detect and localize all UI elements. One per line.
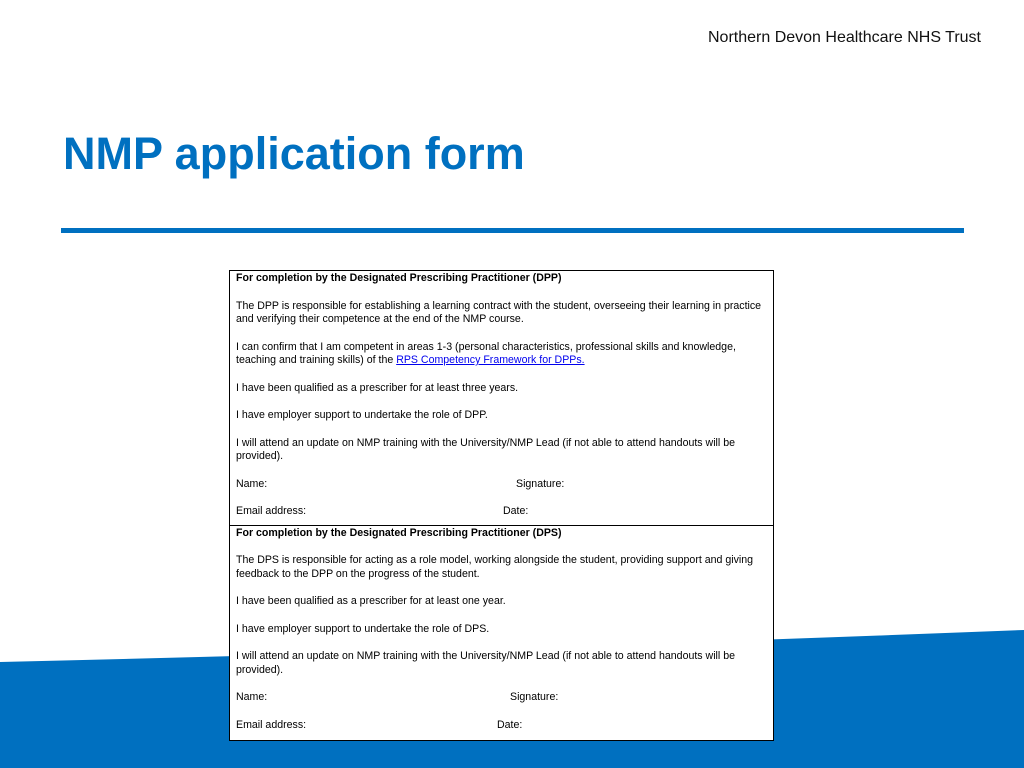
dps-email-field[interactable]: Email address: [236, 718, 307, 731]
dps-signature-field[interactable]: Signature: [510, 691, 559, 703]
dpp-section [230, 271, 773, 525]
dps-name-signature-row [236, 691, 767, 705]
dpp-section-heading: For completion by the Designated Prescribing Practitioner (DPP) [236, 272, 562, 284]
dpp-email-field[interactable]: Email address: [236, 505, 307, 517]
dpp-competence-text: I can confirm that I am competent in areas 1-3 (personal characteristics, professional skills and knowledge, teaching and training skills) of the [236, 340, 736, 366]
dps-section-heading: For completion by the Designated Prescribing Practitioner (DPS) [236, 526, 562, 539]
dps-email-date-row [236, 719, 767, 733]
rps-competency-framework-link[interactable]: RPS Competency Framework for DPPs. [396, 354, 585, 366]
dps-date-field[interactable]: Date: [497, 718, 523, 731]
dps-qualified-statement: I have been qualified as a prescriber for at least one year. [236, 595, 506, 607]
dpp-employer-support-statement: I have employer support to undertake the role of DPP. [236, 409, 488, 421]
dps-responsibility-text: The DPS is responsible for acting as a role model, working alongside the student, providing support and giving feedback to the DPP on the progress of the student. [236, 554, 754, 580]
dps-update-statement: I will attend an update on NMP training with the University/NMP Lead (if not able to attend handouts will be provided). [236, 650, 735, 676]
dpp-signature-field[interactable]: Signature: [516, 477, 565, 490]
title-divider [61, 228, 964, 233]
application-form-table [229, 270, 774, 741]
dps-name-field[interactable]: Name: [236, 691, 268, 703]
dps-section [230, 525, 773, 741]
dpp-date-field[interactable]: Date: [503, 505, 529, 517]
dpp-name-field[interactable]: Name: [236, 477, 268, 490]
dpp-email-date-row [236, 505, 767, 519]
dpp-competence-statement [236, 341, 767, 368]
organisation-name: Northern Devon Healthcare NHS Trust [708, 29, 981, 46]
page-title: NMP application form [63, 128, 525, 179]
dpp-responsibility-text: The DPP is responsible for establishing a learning contract with the student, overseeing their learning in practice and verifying their competence at the end of the NMP course. [236, 299, 762, 325]
dpp-name-signature-row [236, 478, 767, 492]
dps-employer-support-statement: I have employer support to undertake the role of DPS. [236, 622, 490, 635]
dpp-qualified-statement: I have been qualified as a prescriber for at least three years. [236, 381, 519, 394]
dpp-update-statement: I will attend an update on NMP training with the University/NMP Lead (if not able to attend handouts will be provided). [236, 436, 735, 462]
